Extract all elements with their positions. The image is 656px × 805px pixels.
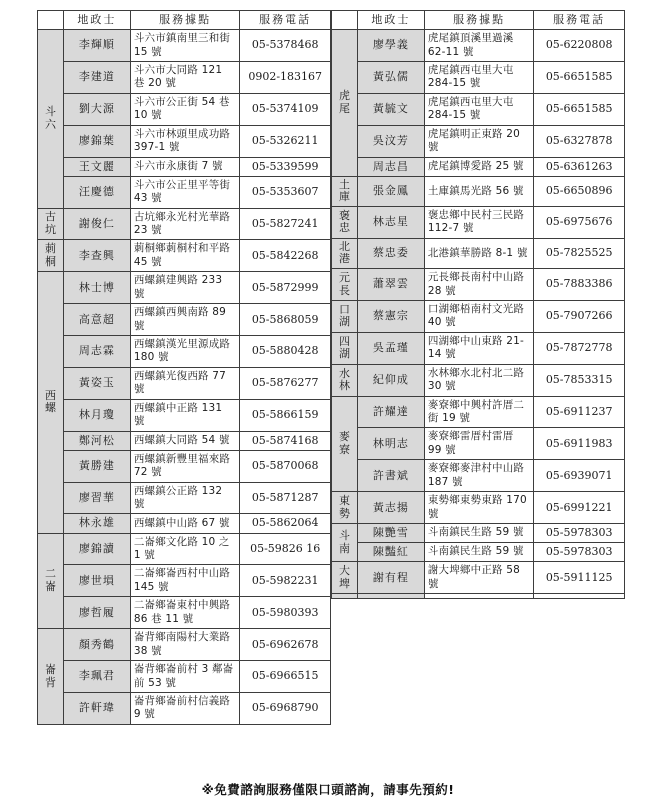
table-row [332, 562, 625, 594]
header-phone: 服務電話 [534, 11, 625, 30]
agent-name-cell: 林永雄 [63, 514, 130, 533]
table-panels [37, 10, 625, 725]
township-group-cell: 西 螺 [38, 272, 64, 533]
service-phone-cell: 05-6220808 [534, 30, 625, 62]
township-group-cell: 褒 忠 [332, 206, 358, 238]
service-location-cell [424, 594, 534, 599]
table-row [332, 396, 625, 428]
table-body-left [38, 11, 331, 725]
service-phone-cell: 05-5911125 [534, 562, 625, 594]
table-row [332, 93, 625, 125]
service-phone-cell: 05-7907266 [534, 300, 625, 332]
service-phone-cell: 05-6911983 [534, 428, 625, 460]
agent-table-left [37, 10, 331, 725]
service-phone-cell: 05-5868059 [240, 304, 331, 336]
agent-name-cell: 鄭河松 [63, 431, 130, 450]
service-location-cell: 斗六市永康街 7 號 [130, 157, 240, 176]
service-location-cell: 二崙鄉崙東村中興路 86 巷 11 號 [130, 597, 240, 629]
table-row [38, 125, 331, 157]
table-row [38, 533, 331, 565]
table-row [38, 304, 331, 336]
table-row [332, 594, 625, 599]
service-phone-cell: 05-6651585 [534, 93, 625, 125]
table-row [332, 176, 625, 206]
township-group-cell: 虎 尾 [332, 30, 358, 177]
agent-name-cell: 廖學義 [357, 30, 424, 62]
service-location-cell: 謝大埤鄉中正路 58 號 [424, 562, 534, 594]
service-location-cell: 西螺鎮大同路 54 號 [130, 431, 240, 450]
table-row [38, 61, 331, 93]
service-phone-cell: 05-6651585 [534, 61, 625, 93]
header-group-blank [332, 11, 358, 30]
agent-name-cell: 周志霖 [63, 336, 130, 368]
service-location-cell: 西螺鎮西興南路 89 號 [130, 304, 240, 336]
header-agent: 地政士 [63, 11, 130, 30]
agent-name-cell: 周志昌 [357, 157, 424, 176]
table-row [38, 30, 331, 62]
agent-name-cell: 黃勝建 [63, 450, 130, 482]
township-group-cell: 東 勢 [332, 492, 358, 524]
service-phone-cell: 05-5862064 [240, 514, 331, 533]
service-phone-cell: 05-6968790 [240, 692, 331, 724]
table-row [38, 629, 331, 661]
service-location-cell: 麥寮鄉麥津村中山路 187 號 [424, 460, 534, 492]
agent-name-cell: 黃志揚 [357, 492, 424, 524]
service-phone-cell: 05-5326211 [240, 125, 331, 157]
table-row [332, 61, 625, 93]
township-group-cell: 水 林 [332, 364, 358, 396]
township-group-cell: 土 庫 [332, 176, 358, 206]
agent-name-cell: 顏秀鶴 [63, 629, 130, 661]
table-row [38, 450, 331, 482]
table-row [332, 206, 625, 238]
table-row [38, 336, 331, 368]
service-location-cell: 虎尾鎮西屯里大屯 284-15 號 [424, 93, 534, 125]
township-group-cell: 口 湖 [332, 300, 358, 332]
agent-name-cell: 李珮君 [63, 661, 130, 693]
township-group-cell: 崙 背 [38, 629, 64, 725]
agent-name-cell: 蕭翠雲 [357, 269, 424, 301]
service-phone-cell: 05-5876277 [240, 367, 331, 399]
township-group-cell: 莿 桐 [38, 240, 64, 272]
service-phone-cell: 05-6975676 [534, 206, 625, 238]
service-location-cell: 斗六市公正街 54 巷 10 號 [130, 93, 240, 125]
table-row [38, 597, 331, 629]
service-phone-cell: 05-5378468 [240, 30, 331, 62]
table-row [332, 492, 625, 524]
table-row [38, 565, 331, 597]
service-location-cell: 古坑鄉永光村光華路 23 號 [130, 208, 240, 240]
service-location-cell: 西螺鎮漢光里源成路 180 號 [130, 336, 240, 368]
agent-name-cell: 高意超 [63, 304, 130, 336]
service-location-cell: 西螺鎮光復西路 77 號 [130, 367, 240, 399]
agent-name-cell: 蔡忠委 [357, 238, 424, 268]
header-group-blank [38, 11, 64, 30]
agent-name-cell: 李輝順 [63, 30, 130, 62]
agent-name-cell: 許書斌 [357, 460, 424, 492]
table-row [332, 30, 625, 62]
table-row [38, 482, 331, 514]
service-phone-cell: 05-7825525 [534, 238, 625, 268]
agent-table-right [331, 10, 625, 599]
table-row [332, 238, 625, 268]
service-location-cell: 虎尾鎮明正東路 20 號 [424, 125, 534, 157]
table-row [332, 364, 625, 396]
township-group-cell: 大 埤 [332, 562, 358, 594]
agent-name-cell: 許軒瑋 [63, 692, 130, 724]
table-row [38, 431, 331, 450]
agent-name-cell: 汪慶德 [63, 176, 130, 208]
service-location-cell: 斗六市大同路 121 巷 20 號 [130, 61, 240, 93]
agent-name-cell: 李建道 [63, 61, 130, 93]
service-phone-cell: 05-5978303 [534, 524, 625, 543]
agent-name-cell: 林志星 [357, 206, 424, 238]
service-location-cell: 莿桐鄉莿桐村和平路 45 號 [130, 240, 240, 272]
table-row [38, 93, 331, 125]
service-location-cell: 土庫鎮馬光路 56 號 [424, 176, 534, 206]
header-agent: 地政士 [357, 11, 424, 30]
service-phone-cell: 05-5353607 [240, 176, 331, 208]
table-row [38, 367, 331, 399]
agent-name-cell [357, 594, 424, 599]
table-header-row-right [332, 11, 625, 30]
table-row [332, 524, 625, 543]
table-row [332, 157, 625, 176]
service-location-cell: 麥寮鄉中興村許厝二街 19 號 [424, 396, 534, 428]
table-row [38, 176, 331, 208]
table-row [38, 692, 331, 724]
table-body-right [332, 11, 625, 599]
table-row [38, 240, 331, 272]
agent-name-cell: 林明志 [357, 428, 424, 460]
service-phone-cell: 05-5339599 [240, 157, 331, 176]
service-location-cell: 褒忠鄉中民村三民路 112-7 號 [424, 206, 534, 238]
service-phone-cell: 05-5842268 [240, 240, 331, 272]
agent-name-cell: 廖習華 [63, 482, 130, 514]
header-location: 服務據點 [424, 11, 534, 30]
agent-name-cell: 廖錦葉 [63, 125, 130, 157]
table-row [38, 272, 331, 304]
agent-name-cell: 廖錦讀 [63, 533, 130, 565]
service-location-cell: 北港鎮華勝路 8-1 號 [424, 238, 534, 268]
service-phone-cell: 05-6966515 [240, 661, 331, 693]
service-phone-cell: 05-5980393 [240, 597, 331, 629]
service-location-cell: 二崙鄉文化路 10 之 1 號 [130, 533, 240, 565]
service-location-cell: 西螺鎮中正路 131 號 [130, 399, 240, 431]
service-location-cell: 斗南鎮民生路 59 號 [424, 524, 534, 543]
agent-name-cell: 張金鳳 [357, 176, 424, 206]
service-location-cell: 西螺鎮建興路 233 號 [130, 272, 240, 304]
service-phone-cell: 05-6361263 [534, 157, 625, 176]
service-phone-cell: 05-5978303 [534, 543, 625, 562]
header-location: 服務據點 [130, 11, 240, 30]
service-location-cell: 東勢鄉東勢東路 170 號 [424, 492, 534, 524]
service-phone-cell [534, 594, 625, 599]
township-group-cell: 二 崙 [38, 533, 64, 629]
service-location-cell: 斗六市鎮南里三和街 15 號 [130, 30, 240, 62]
service-phone-cell: 05-6962678 [240, 629, 331, 661]
table-row [332, 269, 625, 301]
agent-name-cell: 陳艷雪 [357, 524, 424, 543]
service-phone-cell: 05-6327878 [534, 125, 625, 157]
service-location-cell: 虎尾鎮頂溪里過溪 62-11 號 [424, 30, 534, 62]
table-row [332, 460, 625, 492]
agent-name-cell: 陳豔紅 [357, 543, 424, 562]
service-phone-cell: 05-5874168 [240, 431, 331, 450]
service-phone-cell: 05-5827241 [240, 208, 331, 240]
township-group-cell [332, 594, 358, 599]
township-group-cell: 斗 南 [332, 524, 358, 562]
service-location-cell: 西螺鎮新豐里福來路 72 號 [130, 450, 240, 482]
agent-name-cell: 黃弘儒 [357, 61, 424, 93]
service-phone-cell: 05-7883386 [534, 269, 625, 301]
service-phone-cell: 05-5374109 [240, 93, 331, 125]
agent-name-cell: 蔡憲宗 [357, 300, 424, 332]
table-row [38, 661, 331, 693]
agent-name-cell: 許耀達 [357, 396, 424, 428]
agent-name-cell: 李查興 [63, 240, 130, 272]
township-group-cell: 古 坑 [38, 208, 64, 240]
agent-name-cell: 廖世塤 [63, 565, 130, 597]
township-group-cell: 北 港 [332, 238, 358, 268]
service-phone-cell: 05-6911237 [534, 396, 625, 428]
table-row [38, 157, 331, 176]
table-header-row-left [38, 11, 331, 30]
township-group-cell: 元 長 [332, 269, 358, 301]
service-location-cell: 斗六市林頭里成功路 397-1 號 [130, 125, 240, 157]
service-phone-cell: 05-7853315 [534, 364, 625, 396]
table-row [332, 543, 625, 562]
agent-name-cell: 謝俊仁 [63, 208, 130, 240]
service-location-cell: 斗南鎮民生路 59 號 [424, 543, 534, 562]
township-group-cell: 麥 寮 [332, 396, 358, 492]
header-phone: 服務電話 [240, 11, 331, 30]
service-location-cell: 虎尾鎮博愛路 25 號 [424, 157, 534, 176]
service-location-cell: 口湖鄉梧南村文光路 40 號 [424, 300, 534, 332]
footer-note: ※免費諮詢服務僅限口頭諮詢，請事先預約! [201, 782, 455, 797]
service-phone-cell: 05-5872999 [240, 272, 331, 304]
service-location-cell: 崙背鄉南陽村大業路 38 號 [130, 629, 240, 661]
service-location-cell: 虎尾鎮西屯里大屯 284-15 號 [424, 61, 534, 93]
service-phone-cell: 05-5870068 [240, 450, 331, 482]
agent-name-cell: 林士博 [63, 272, 130, 304]
service-phone-cell: 0902-183167 [240, 61, 331, 93]
agent-name-cell: 廖哲履 [63, 597, 130, 629]
agent-name-cell: 黃毓文 [357, 93, 424, 125]
agent-name-cell: 林月瓊 [63, 399, 130, 431]
service-phone-cell: 05-5982231 [240, 565, 331, 597]
agent-name-cell: 紀仰成 [357, 364, 424, 396]
service-phone-cell: 05-5871287 [240, 482, 331, 514]
service-location-cell: 水林鄉水北村北二路 30 號 [424, 364, 534, 396]
service-location-cell: 西螺鎮中山路 67 號 [130, 514, 240, 533]
table-row [38, 514, 331, 533]
service-phone-cell: 05-7872778 [534, 332, 625, 364]
table-row [332, 332, 625, 364]
table-row [38, 399, 331, 431]
table-row [38, 208, 331, 240]
service-location-cell: 西螺鎮公正路 132 號 [130, 482, 240, 514]
service-location-cell: 元長鄉長南村中山路 28 號 [424, 269, 534, 301]
agent-name-cell: 吳汶芳 [357, 125, 424, 157]
agent-name-cell: 王文麗 [63, 157, 130, 176]
service-location-cell: 斗六市公正里平等街 43 號 [130, 176, 240, 208]
service-phone-cell: 05-59826 16 [240, 533, 331, 565]
table-row [332, 428, 625, 460]
agent-name-cell: 黃姿玉 [63, 367, 130, 399]
agent-name-cell: 謝有程 [357, 562, 424, 594]
service-phone-cell: 05-5866159 [240, 399, 331, 431]
agent-name-cell: 吳孟瑾 [357, 332, 424, 364]
agent-name-cell: 劉大源 [63, 93, 130, 125]
service-phone-cell: 05-6991221 [534, 492, 625, 524]
table-row [332, 300, 625, 332]
township-group-cell: 四 湖 [332, 332, 358, 364]
service-location-cell: 四湖鄉中山東路 21-14 號 [424, 332, 534, 364]
township-group-cell: 斗 六 [38, 30, 64, 208]
service-phone-cell: 05-6939071 [534, 460, 625, 492]
service-phone-cell: 05-5880428 [240, 336, 331, 368]
service-location-cell: 二崙鄉崙西村中山路 145 號 [130, 565, 240, 597]
service-location-cell: 麥寮鄉雷厝村雷厝 99 號 [424, 428, 534, 460]
service-location-cell: 崙背鄉崙前村信義路 9 號 [130, 692, 240, 724]
table-row [332, 125, 625, 157]
service-phone-cell: 05-6650896 [534, 176, 625, 206]
service-location-cell: 崙背鄉崙前村 3 鄰崙前 53 號 [130, 661, 240, 693]
